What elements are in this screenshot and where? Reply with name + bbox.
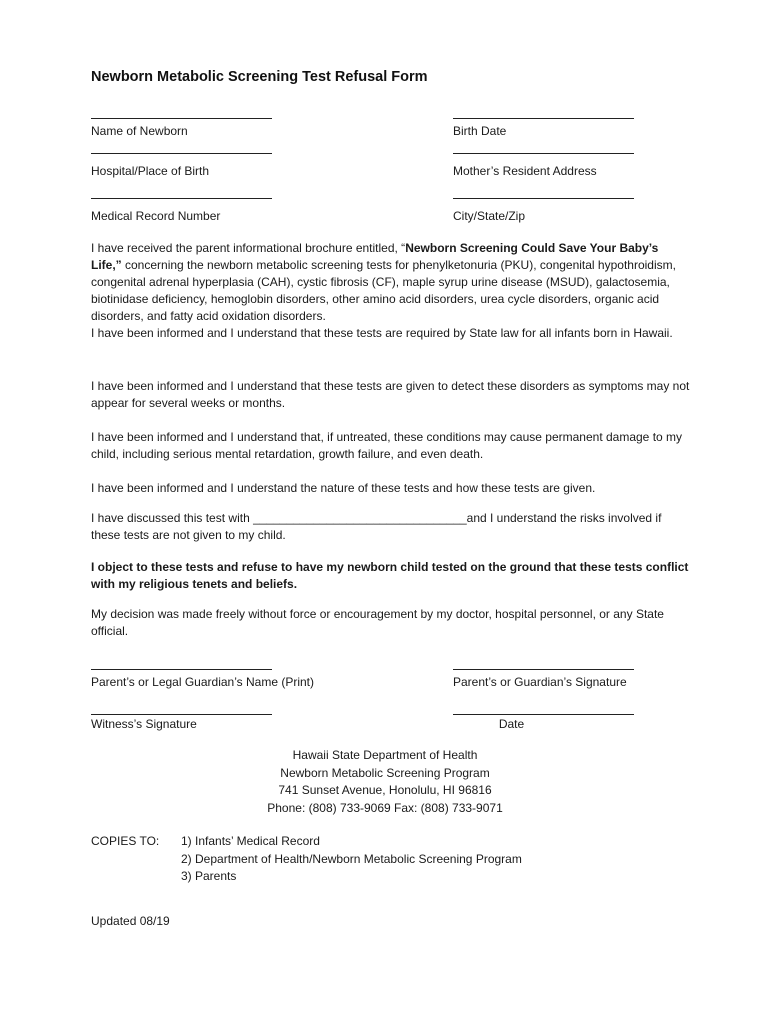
discussed-text-end: and I understand the risks involved if these tests are not given to my child. bbox=[91, 511, 662, 542]
nature-of-tests-paragraph: I have been informed and I understand the nature of these tests and how these tests are given. bbox=[91, 481, 596, 495]
form-title: Newborn Metabolic Screening Test Refusal Form bbox=[91, 69, 428, 85]
birth-date-label: Birth Date bbox=[453, 124, 507, 138]
city-state-zip-label: City/State/Zip bbox=[453, 209, 526, 223]
medical-record-number-field[interactable] bbox=[91, 198, 273, 223]
guardian-name-print-label: Parent’s or Legal Guardian’s Name (Print) bbox=[91, 675, 314, 689]
brochure-title: Newborn Screening Could Save Your Baby’s Life,” bbox=[91, 241, 659, 272]
guardian-signature-label: Parent’s or Guardian’s Signature bbox=[453, 675, 627, 689]
discussed-with-blank[interactable]: ________________________________ bbox=[253, 511, 467, 525]
discussed-test-paragraph bbox=[91, 510, 691, 544]
hospital-place-of-birth-label: Hospital/Place of Birth bbox=[91, 164, 210, 178]
brochure-paragraph bbox=[91, 240, 691, 342]
mothers-resident-address-label: Mother’s Resident Address bbox=[453, 164, 597, 178]
department-contact-block bbox=[0, 747, 770, 817]
guardian-signature-line bbox=[453, 669, 634, 670]
date-label: Date bbox=[498, 717, 525, 731]
mothers-resident-address-field[interactable] bbox=[453, 153, 635, 178]
name-of-newborn-field[interactable] bbox=[91, 118, 273, 138]
witness-signature-line bbox=[91, 714, 272, 715]
department-phone: Phone: (808) 733-9069 Fax: (808) 733-9071 bbox=[267, 800, 503, 815]
department-address: 741 Sunset Avenue, Honolulu, HI 96816 bbox=[278, 783, 492, 797]
guardian-name-print-line bbox=[91, 669, 272, 670]
name-of-newborn-label: Name of Newborn bbox=[91, 124, 188, 138]
birth-date-line bbox=[453, 118, 634, 119]
mothers-resident-address-line bbox=[453, 153, 634, 154]
medical-record-number-line bbox=[91, 198, 272, 199]
witness-signature-label: Witness’s Signature bbox=[91, 717, 197, 731]
name-of-newborn-line bbox=[91, 118, 272, 119]
guardian-signature-field[interactable] bbox=[453, 669, 653, 689]
brochure-text-start: I have received the parent informational brochure entitled, “ bbox=[91, 241, 406, 255]
hospital-place-of-birth-field[interactable] bbox=[91, 153, 273, 178]
copies-list-item: 1) Infants’ Medical Record bbox=[181, 834, 320, 848]
department-name: Hawaii State Department of Health bbox=[292, 748, 478, 762]
updated-date: Updated 08/19 bbox=[91, 914, 170, 928]
date-field[interactable] bbox=[453, 714, 635, 731]
decision-paragraph: My decision was made freely without force or encouragement by my doctor, hospital personnel, or any State official. bbox=[91, 607, 664, 638]
birth-date-field[interactable] bbox=[453, 118, 635, 138]
state-law-text: I have been informed and I understand that these tests are required by State law for all infants born in Hawaii. bbox=[91, 326, 673, 340]
city-state-zip-line bbox=[453, 198, 634, 199]
witness-signature-field[interactable] bbox=[91, 714, 273, 731]
medical-record-number-label: Medical Record Number bbox=[91, 209, 221, 223]
hospital-place-of-birth-line bbox=[91, 153, 272, 154]
untreated-conditions-paragraph: I have been informed and I understand that, if untreated, these conditions may cause permanent damage to my child, including serious mental retardation, growth failure, and even death. bbox=[91, 430, 683, 461]
detect-disorders-paragraph: I have been informed and I understand that these tests are given to detect these disorders as symptoms may not appear for several weeks or months. bbox=[91, 379, 690, 410]
copies-to-label: COPIES TO: bbox=[91, 834, 160, 848]
program-name: Newborn Metabolic Screening Program bbox=[280, 765, 490, 780]
copies-list-item: 3) Parents bbox=[181, 869, 237, 883]
brochure-text-rest: concerning the newborn metabolic screening tests for phenylketonuria (PKU), congenital hypothroidism, congenital adrenal hyperplasia (CAH), cystic fibrosis (CF), maple syrup urine disease (MSUD), galactosemia, biotinidase deficiency, hemoglobin disorders, other amino acid disorders, urea cycle disorders, organic acid disorders, and fatty acid oxidation disorders. bbox=[91, 258, 676, 323]
discussed-text-start: I have discussed this test with bbox=[91, 511, 254, 525]
copies-list bbox=[181, 833, 522, 886]
guardian-name-print-field[interactable] bbox=[91, 669, 331, 689]
objection-statement: I object to these tests and refuse to have my newborn child tested on the ground that these tests conflict with my religious tenets and beliefs. bbox=[91, 560, 689, 591]
city-state-zip-field[interactable] bbox=[453, 198, 635, 223]
copies-list-item: 2) Department of Health/Newborn Metabolic Screening Program bbox=[181, 851, 522, 866]
date-line bbox=[453, 714, 634, 715]
